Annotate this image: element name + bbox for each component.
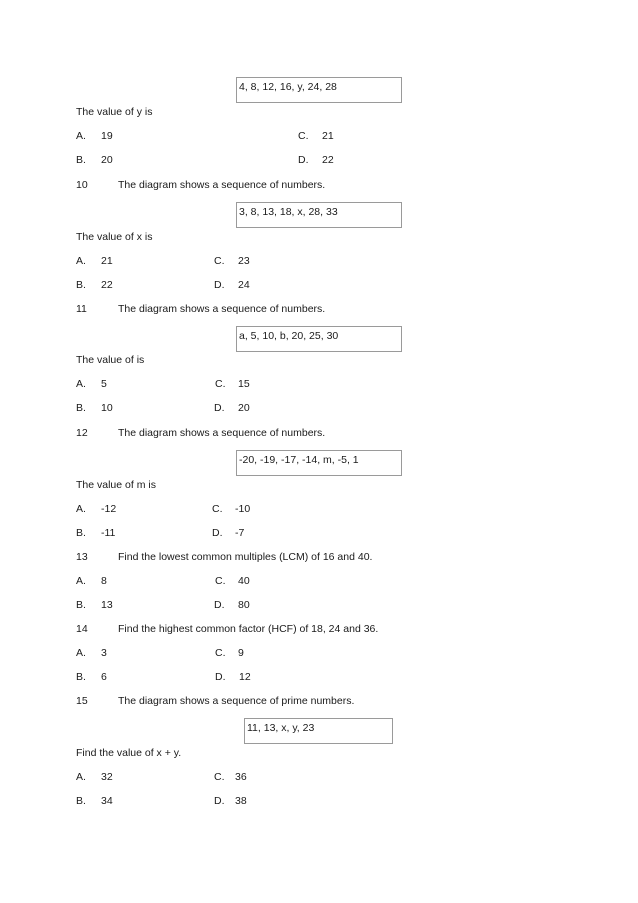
q14-number: 14: [76, 623, 88, 635]
q10-option-a-value: 21: [101, 255, 113, 267]
q10-option-a-letter: A.: [76, 255, 86, 267]
q11-sequence: a, 5, 10, b, 20, 25, 30: [239, 330, 339, 342]
q11-option-b-letter: B.: [76, 402, 86, 414]
q9-option-b-value: 20: [101, 154, 113, 166]
q11-number: 11: [76, 303, 87, 315]
q15-sequence-box: [244, 718, 393, 744]
q13-option-d-letter: D.: [214, 599, 225, 611]
q15-option-a-value: 32: [101, 771, 113, 783]
q11-option-d-value: 20: [238, 402, 250, 414]
q9-option-a-letter: A.: [76, 130, 86, 142]
q11-option-c-letter: C.: [215, 378, 226, 390]
q15-option-d-letter: D.: [214, 795, 225, 807]
q12-sequence: -20, -19, -17, -14, m, -5, 1: [239, 454, 359, 466]
q10-sequence-box: [236, 202, 402, 228]
q14-option-c-value: 9: [238, 647, 244, 659]
q11-question: The diagram shows a sequence of numbers.: [118, 303, 326, 315]
q12-option-c-value: -10: [235, 503, 251, 515]
q15-sequence: 11, 13, x, y, 23: [247, 722, 315, 734]
q13-option-a-letter: A.: [76, 575, 86, 587]
q15-option-a-letter: A.: [76, 771, 86, 783]
q10-question: The diagram shows a sequence of numbers.: [118, 179, 326, 191]
q13-question: Find the lowest common multiples (LCM) of 16 and 40.: [118, 551, 373, 563]
q11-option-b-value: 10: [101, 402, 113, 414]
q11-option-a-letter: A.: [76, 378, 86, 390]
q11-option-c-value: 15: [238, 378, 250, 390]
q12-option-a-letter: A.: [76, 503, 86, 515]
q15-option-c-letter: C.: [214, 771, 225, 783]
q10-option-b-letter: B.: [76, 279, 86, 291]
q9-option-d-letter: D.: [298, 154, 309, 166]
q10-number: 10: [76, 179, 88, 191]
q15-prompt: Find the value of x + y.: [76, 747, 182, 759]
q13-option-b-value: 13: [101, 599, 113, 611]
q12-option-d-value: -7: [235, 527, 245, 539]
q9-option-d-value: 22: [322, 154, 334, 166]
q12-question: The diagram shows a sequence of numbers.: [118, 427, 326, 439]
q9-sequence-box: [236, 77, 402, 103]
q13-option-c-letter: C.: [215, 575, 226, 587]
q15-option-b-value: 34: [101, 795, 113, 807]
q9-option-c-letter: C.: [298, 130, 309, 142]
q12-prompt: The value of m is: [76, 479, 156, 491]
q12-option-d-letter: D.: [212, 527, 223, 539]
q14-option-a-letter: A.: [76, 647, 86, 659]
q14-option-c-letter: C.: [215, 647, 226, 659]
q9-sequence: 4, 8, 12, 16, y, 24, 28: [239, 81, 337, 93]
q9-option-b-letter: B.: [76, 154, 86, 166]
q10-option-b-value: 22: [101, 279, 113, 291]
q13-option-c-value: 40: [238, 575, 250, 587]
q14-option-d-letter: D.: [215, 671, 226, 683]
q10-option-d-value: 24: [238, 279, 250, 291]
q15-question: The diagram shows a sequence of prime numbers.: [118, 695, 355, 707]
q13-option-d-value: 80: [238, 599, 250, 611]
q15-option-c-value: 36: [235, 771, 247, 783]
q11-prompt: The value of is: [76, 354, 145, 366]
q10-prompt: The value of x is: [76, 231, 153, 243]
q9-option-a-value: 19: [101, 130, 113, 142]
q9-prompt: The value of y is: [76, 106, 153, 118]
q14-question: Find the highest common factor (HCF) of 18, 24 and 36.: [118, 623, 379, 635]
q15-number: 15: [76, 695, 88, 707]
q12-option-b-value: -11: [101, 527, 116, 539]
q12-number: 12: [76, 427, 88, 439]
q13-option-a-value: 8: [101, 575, 107, 587]
q15-option-d-value: 38: [235, 795, 247, 807]
q11-sequence-box: [236, 326, 402, 352]
q14-option-d-value: 12: [239, 671, 251, 683]
q11-option-a-value: 5: [101, 378, 107, 390]
q15-option-b-letter: B.: [76, 795, 86, 807]
q13-number: 13: [76, 551, 88, 563]
q14-option-b-letter: B.: [76, 671, 86, 683]
q10-sequence: 3, 8, 13, 18, x, 28, 33: [239, 206, 338, 218]
q13-option-b-letter: B.: [76, 599, 86, 611]
q9-option-c-value: 21: [322, 130, 334, 142]
q12-option-b-letter: B.: [76, 527, 86, 539]
q14-option-b-value: 6: [101, 671, 107, 683]
q14-option-a-value: 3: [101, 647, 107, 659]
q12-sequence-box: [236, 450, 402, 476]
q11-option-d-letter: D.: [214, 402, 225, 414]
q12-option-c-letter: C.: [212, 503, 223, 515]
q10-option-d-letter: D.: [214, 279, 225, 291]
q12-option-a-value: -12: [101, 503, 117, 515]
q10-option-c-letter: C.: [214, 255, 225, 267]
q10-option-c-value: 23: [238, 255, 250, 267]
